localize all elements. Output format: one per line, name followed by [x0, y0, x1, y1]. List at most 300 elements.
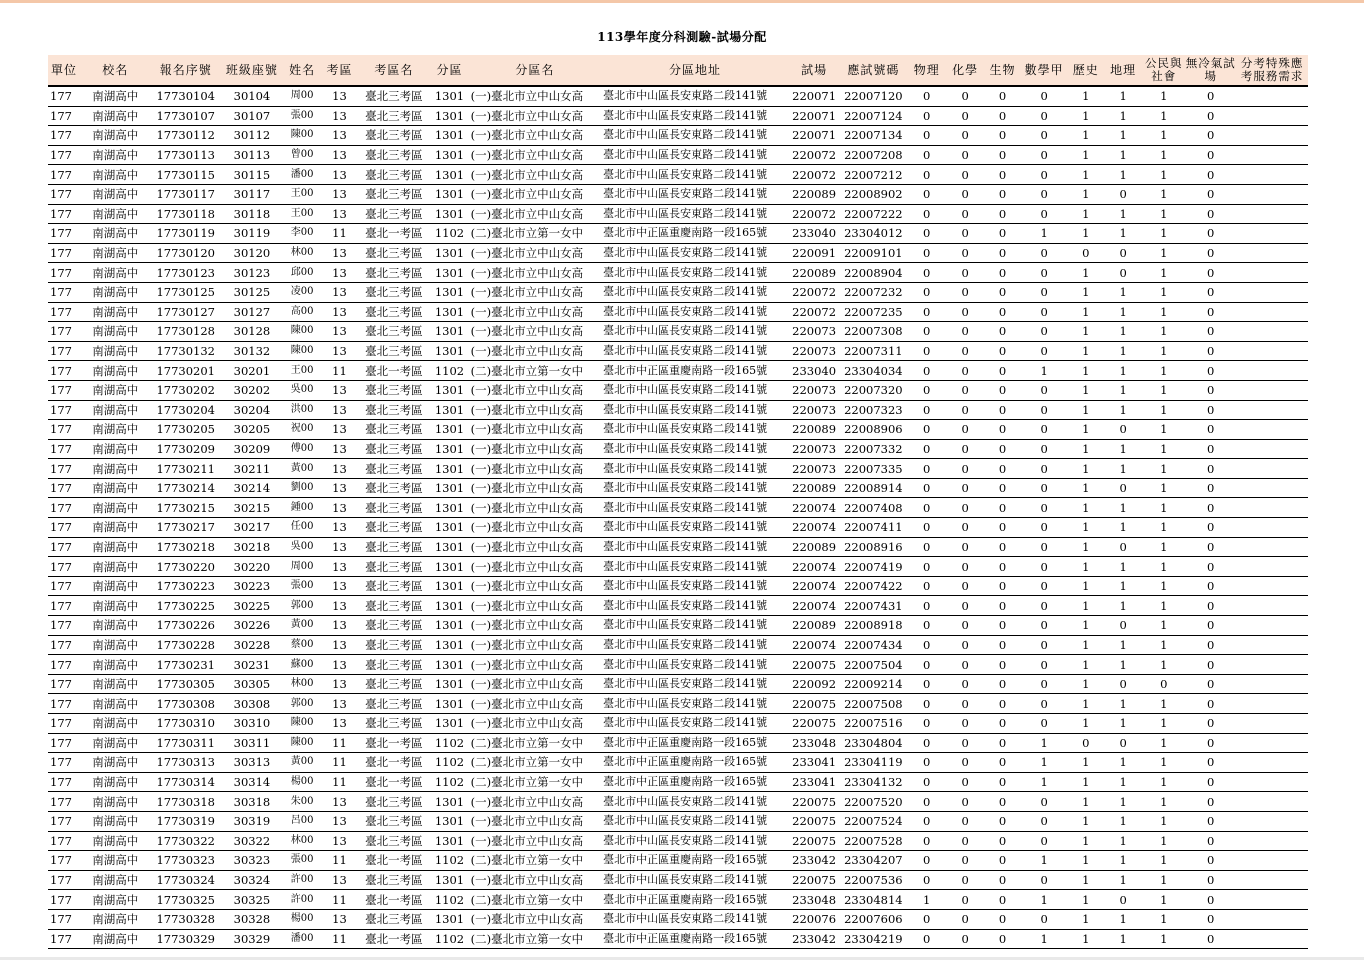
table-cell: 祝00	[283, 420, 321, 440]
table-cell: 22007422	[839, 576, 907, 596]
table-cell: 楊00	[283, 772, 321, 792]
table-cell: 1	[1142, 126, 1185, 146]
table-cell: 22007524	[839, 811, 907, 831]
table-cell: 南湖高中	[80, 831, 150, 851]
table-cell: 0	[984, 518, 1020, 538]
table-cell: 1	[1104, 459, 1142, 479]
table-cell: 1	[1021, 753, 1068, 773]
table-cell: 13	[321, 459, 357, 479]
table-cell: 楊00	[283, 909, 321, 929]
table-cell: 0	[946, 772, 984, 792]
table-cell: 1	[1068, 145, 1104, 165]
table-cell: 0	[984, 576, 1020, 596]
table-cell: 30117	[221, 184, 283, 204]
table-cell: 0	[1021, 870, 1068, 890]
table-cell: 30128	[221, 322, 283, 342]
table-cell: 0	[1021, 380, 1068, 400]
table-cell: 0	[984, 772, 1020, 792]
table-cell: (一)臺北市立中山女高	[469, 498, 601, 518]
table-cell: 17730214	[151, 478, 221, 498]
table-cell: 22007323	[839, 400, 907, 420]
table-cell: 黃00	[283, 616, 321, 636]
table-cell: (一)臺北市立中山女高	[469, 86, 601, 106]
table-cell: 0	[1021, 478, 1068, 498]
table-cell: 17730308	[151, 694, 221, 714]
table-cell: 0	[984, 302, 1020, 322]
table-cell: (一)臺北市立中山女高	[469, 145, 601, 165]
table-cell: 臺北一考區	[358, 361, 431, 381]
table-cell: 0	[946, 616, 984, 636]
table-cell: 13	[321, 635, 357, 655]
table-row	[48, 478, 1308, 498]
table-cell: 177	[48, 557, 80, 577]
table-cell: 0	[984, 126, 1020, 146]
table-cell: 0	[908, 909, 946, 929]
table-cell: 22007332	[839, 439, 907, 459]
table-cell: 17730205	[151, 420, 221, 440]
table-cell: 220074	[789, 557, 839, 577]
table-cell: 0	[984, 204, 1020, 224]
table-cell: 220075	[789, 811, 839, 831]
table-cell: 13	[321, 380, 357, 400]
table-cell: (一)臺北市立中山女高	[469, 322, 601, 342]
table-cell: 17730217	[151, 518, 221, 538]
table-cell: 17730226	[151, 616, 221, 636]
table-cell: 臺北市中山區長安東路二段141號	[601, 616, 789, 636]
table-cell: 30226	[221, 616, 283, 636]
table-cell: 臺北市中山區長安東路二段141號	[601, 792, 789, 812]
table-cell: 0	[1185, 616, 1236, 636]
table-cell: 1	[1068, 576, 1104, 596]
table-cell: 南湖高中	[80, 909, 150, 929]
table-cell: 0	[1185, 655, 1236, 675]
table-cell: 1301	[430, 459, 468, 479]
table-cell: 0	[984, 909, 1020, 929]
table-cell: 0	[1021, 616, 1068, 636]
table-cell: 1	[1142, 557, 1185, 577]
table-cell	[1236, 282, 1308, 302]
table-cell	[1236, 184, 1308, 204]
table-cell: 臺北市中山區長安東路二段141號	[601, 655, 789, 675]
table-cell: 17730328	[151, 909, 221, 929]
table-cell: (一)臺北市立中山女高	[469, 400, 601, 420]
table-cell: 0	[1185, 420, 1236, 440]
table-cell: 13	[321, 282, 357, 302]
table-cell: 0	[946, 753, 984, 773]
column-header: 單位	[48, 55, 80, 86]
table-cell: 0	[908, 518, 946, 538]
table-cell: 11	[321, 929, 357, 949]
table-cell: 1	[1104, 145, 1142, 165]
table-cell: 0	[984, 439, 1020, 459]
table-cell: 1	[1104, 929, 1142, 949]
table-cell: 1	[1104, 302, 1142, 322]
table-cell: 1301	[430, 400, 468, 420]
table-cell	[1236, 126, 1308, 146]
table-cell: 南湖高中	[80, 224, 150, 244]
table-cell: 1	[1068, 302, 1104, 322]
table-cell: 臺北一考區	[358, 929, 431, 949]
table-cell: (一)臺北市立中山女高	[469, 635, 601, 655]
table-cell: 0	[1185, 263, 1236, 283]
column-header: 應試號碼	[839, 55, 907, 86]
table-cell: 1301	[430, 635, 468, 655]
table-cell: 臺北市中山區長安東路二段141號	[601, 674, 789, 694]
table-cell: 臺北市中山區長安東路二段141號	[601, 420, 789, 440]
table-cell: 1301	[430, 380, 468, 400]
table-cell: 1	[1068, 498, 1104, 518]
table-cell: 22007520	[839, 792, 907, 812]
table-cell: 0	[946, 518, 984, 538]
page-title: 113學年度分科測驗-試場分配	[597, 30, 767, 44]
table-cell: 吳00	[283, 380, 321, 400]
table-cell: 1	[1142, 851, 1185, 871]
table-cell: 1	[1068, 811, 1104, 831]
table-cell: 177	[48, 576, 80, 596]
table-cell: 南湖高中	[80, 263, 150, 283]
table-cell: 臺北市中山區長安東路二段141號	[601, 870, 789, 890]
table-cell: 13	[321, 537, 357, 557]
table-cell: 13	[321, 322, 357, 342]
table-cell: 臺北市中山區長安東路二段141號	[601, 518, 789, 538]
table-cell: 1	[1068, 478, 1104, 498]
table-cell	[1236, 772, 1308, 792]
table-cell: 13	[321, 576, 357, 596]
table-cell	[1236, 243, 1308, 263]
table-row	[48, 400, 1308, 420]
table-cell: 177	[48, 282, 80, 302]
table-cell: 0	[1185, 733, 1236, 753]
table-cell	[1236, 655, 1308, 675]
table-cell: 0	[946, 831, 984, 851]
table-cell: 0	[1021, 204, 1068, 224]
table-cell: 22007311	[839, 341, 907, 361]
table-cell: 1	[1142, 400, 1185, 420]
table-cell: 0	[908, 498, 946, 518]
table-cell: 臺北市中山區長安東路二段141號	[601, 145, 789, 165]
table-cell: 177	[48, 341, 80, 361]
table-cell: 臺北市中山區長安東路二段141號	[601, 439, 789, 459]
table-cell: 0	[908, 380, 946, 400]
table-cell: 220071	[789, 126, 839, 146]
table-cell: 0	[908, 400, 946, 420]
table-cell: 臺北一考區	[358, 753, 431, 773]
table-cell: 0	[908, 596, 946, 616]
table-cell: 22007606	[839, 909, 907, 929]
table-cell: 0	[984, 341, 1020, 361]
table-cell: 17730310	[151, 714, 221, 734]
table-cell: 177	[48, 655, 80, 675]
table-cell: 1102	[430, 929, 468, 949]
table-cell: 0	[946, 243, 984, 263]
table-cell: 0	[1104, 890, 1142, 910]
table-cell: 220072	[789, 204, 839, 224]
table-cell: 30223	[221, 576, 283, 596]
table-cell: 高00	[283, 302, 321, 322]
table-cell: (一)臺北市立中山女高	[469, 831, 601, 851]
table-cell	[1236, 380, 1308, 400]
table-cell: 23304219	[839, 929, 907, 949]
table-cell: 0	[946, 263, 984, 283]
table-cell: 1	[1068, 772, 1104, 792]
table-cell: 南湖高中	[80, 811, 150, 831]
table-cell: 0	[908, 184, 946, 204]
table-cell: 17730125	[151, 282, 221, 302]
table-row	[48, 86, 1308, 106]
table-cell: 13	[321, 400, 357, 420]
table-cell: 22007408	[839, 498, 907, 518]
table-cell: 1	[1142, 792, 1185, 812]
table-cell: 臺北市中正區重慶南路一段165號	[601, 851, 789, 871]
table-cell: 0	[908, 243, 946, 263]
table-cell: 13	[321, 145, 357, 165]
table-cell: 0	[908, 772, 946, 792]
table-cell: 1	[1068, 557, 1104, 577]
table-cell: 13	[321, 811, 357, 831]
table-cell: 0	[908, 753, 946, 773]
table-cell: 177	[48, 380, 80, 400]
table-cell: 臺北三考區	[358, 674, 431, 694]
table-cell	[1236, 478, 1308, 498]
table-cell: 0	[984, 851, 1020, 871]
column-header: 分區地址	[601, 55, 789, 86]
table-cell: 30319	[221, 811, 283, 831]
table-cell: 0	[1185, 537, 1236, 557]
table-cell: 1301	[430, 518, 468, 538]
table-row	[48, 145, 1308, 165]
table-cell: 177	[48, 439, 80, 459]
table-cell: 0	[984, 243, 1020, 263]
table-cell: 1301	[430, 184, 468, 204]
table-cell: 0	[1021, 498, 1068, 518]
table-cell: 南湖高中	[80, 322, 150, 342]
table-cell: 0	[984, 596, 1020, 616]
table-cell: 臺北市中山區長安東路二段141號	[601, 243, 789, 263]
table-cell: 1	[1142, 811, 1185, 831]
table-cell: 0	[984, 733, 1020, 753]
table-cell: 30204	[221, 400, 283, 420]
table-cell: 1	[1068, 322, 1104, 342]
table-cell: 220074	[789, 635, 839, 655]
table-row	[48, 439, 1308, 459]
table-cell: 南湖高中	[80, 145, 150, 165]
table-cell: 臺北市中山區長安東路二段141號	[601, 557, 789, 577]
table-cell: 1	[1068, 165, 1104, 185]
table-cell	[1236, 890, 1308, 910]
table-cell: 李00	[283, 224, 321, 244]
table-cell: 臺北三考區	[358, 694, 431, 714]
table-cell: 30328	[221, 909, 283, 929]
table-cell: 17730223	[151, 576, 221, 596]
table-cell: 30214	[221, 478, 283, 498]
table-cell: 0	[908, 674, 946, 694]
table-cell: 臺北一考區	[358, 890, 431, 910]
table-cell: 1301	[430, 420, 468, 440]
table-cell: 0	[908, 204, 946, 224]
table-cell: 13	[321, 714, 357, 734]
table-cell: 1	[1068, 459, 1104, 479]
table-cell: 0	[908, 792, 946, 812]
table-cell	[1236, 263, 1308, 283]
table-cell: 南湖高中	[80, 733, 150, 753]
table-cell: 17730218	[151, 537, 221, 557]
table-cell: 1	[1068, 655, 1104, 675]
table-cell: 22007134	[839, 126, 907, 146]
table-cell: 220074	[789, 596, 839, 616]
table-cell: 1	[1068, 714, 1104, 734]
table-cell: 1	[1068, 224, 1104, 244]
table-cell	[1236, 851, 1308, 871]
table-cell: 0	[946, 361, 984, 381]
table-cell	[1236, 106, 1308, 126]
table-cell	[1236, 341, 1308, 361]
table-cell: 許00	[283, 890, 321, 910]
table-cell: 呂00	[283, 811, 321, 831]
table-cell: 177	[48, 518, 80, 538]
table-cell: 陳00	[283, 126, 321, 146]
table-cell: 220075	[789, 655, 839, 675]
table-cell: 0	[1185, 86, 1236, 106]
table-cell: 22007536	[839, 870, 907, 890]
table-row	[48, 165, 1308, 185]
table-cell	[1236, 439, 1308, 459]
table-cell: 30217	[221, 518, 283, 538]
table-cell: 1301	[430, 302, 468, 322]
table-cell: 0	[908, 86, 946, 106]
table-cell: 郭00	[283, 694, 321, 714]
table-cell: 1	[1142, 890, 1185, 910]
table-cell: 周00	[283, 86, 321, 106]
table-cell: 南湖高中	[80, 126, 150, 146]
table-cell: 0	[1185, 126, 1236, 146]
table-cell: 22007508	[839, 694, 907, 714]
table-cell: 1	[1104, 792, 1142, 812]
column-header: 姓名	[283, 55, 321, 86]
table-cell: 1301	[430, 106, 468, 126]
table-cell: (一)臺北市立中山女高	[469, 655, 601, 675]
table-cell: 0	[908, 439, 946, 459]
table-cell: 0	[1185, 811, 1236, 831]
table-cell: 許00	[283, 870, 321, 890]
table-cell: 臺北市中山區長安東路二段141號	[601, 459, 789, 479]
table-cell: 0	[1185, 106, 1236, 126]
table-cell: 1	[1104, 165, 1142, 185]
table-cell: 0	[1185, 870, 1236, 890]
table-cell: 臺北市中山區長安東路二段141號	[601, 635, 789, 655]
table-cell: 0	[1021, 831, 1068, 851]
table-cell: (一)臺北市立中山女高	[469, 243, 601, 263]
table-cell: 臺北市中山區長安東路二段141號	[601, 282, 789, 302]
table-cell: 陳00	[283, 322, 321, 342]
table-cell: 17730314	[151, 772, 221, 792]
table-cell: 0	[984, 400, 1020, 420]
table-cell: 臺北三考區	[358, 616, 431, 636]
table-cell: 0	[1021, 792, 1068, 812]
table-cell: 0	[1185, 243, 1236, 263]
table-cell: 0	[908, 870, 946, 890]
table-cell: 南湖高中	[80, 772, 150, 792]
table-cell: 林00	[283, 831, 321, 851]
table-cell: 臺北市中正區重慶南路一段165號	[601, 929, 789, 949]
table-cell: 0	[1185, 478, 1236, 498]
table-cell: 13	[321, 204, 357, 224]
table-cell: 0	[984, 655, 1020, 675]
table-cell: 臺北市中山區長安東路二段141號	[601, 498, 789, 518]
table-cell: 0	[946, 420, 984, 440]
column-header: 班級座號	[221, 55, 283, 86]
table-cell: 11	[321, 890, 357, 910]
table-cell: (一)臺北市立中山女高	[469, 420, 601, 440]
table-cell: 0	[908, 420, 946, 440]
table-cell	[1236, 302, 1308, 322]
table-cell: 1	[1104, 224, 1142, 244]
table-cell: 0	[946, 165, 984, 185]
table-cell: (二)臺北市立第一女中	[469, 890, 601, 910]
table-cell: 南湖高中	[80, 753, 150, 773]
table-cell: 0	[1021, 557, 1068, 577]
table-cell: 1	[1142, 772, 1185, 792]
table-cell: 0	[1021, 439, 1068, 459]
table-cell: 0	[1185, 557, 1236, 577]
table-cell	[1236, 518, 1308, 538]
table-cell: 30211	[221, 459, 283, 479]
table-cell: (一)臺北市立中山女高	[469, 439, 601, 459]
column-header: 公民與社會	[1142, 55, 1185, 86]
table-cell: 233041	[789, 772, 839, 792]
table-cell: (二)臺北市立第一女中	[469, 733, 601, 753]
table-cell: 0	[946, 459, 984, 479]
table-row	[48, 811, 1308, 831]
table-cell: 1	[1104, 870, 1142, 890]
table-cell: 0	[984, 792, 1020, 812]
table-cell: 南湖高中	[80, 929, 150, 949]
table-cell: 臺北一考區	[358, 224, 431, 244]
table-cell	[1236, 616, 1308, 636]
table-cell: (一)臺北市立中山女高	[469, 694, 601, 714]
table-cell: 22008914	[839, 478, 907, 498]
table-cell: 黃00	[283, 459, 321, 479]
table-cell: 22007235	[839, 302, 907, 322]
table-cell: 0	[946, 870, 984, 890]
table-cell: 臺北三考區	[358, 518, 431, 538]
table-cell: 0	[1104, 537, 1142, 557]
table-cell: (一)臺北市立中山女高	[469, 596, 601, 616]
table-cell: 0	[1104, 478, 1142, 498]
table-cell: 13	[321, 674, 357, 694]
table-cell: 17730311	[151, 733, 221, 753]
table-row	[48, 733, 1308, 753]
table-cell: 1102	[430, 753, 468, 773]
table-cell: 1301	[430, 282, 468, 302]
table-cell: 1301	[430, 811, 468, 831]
table-cell: 22007528	[839, 831, 907, 851]
table-cell: 1	[1068, 126, 1104, 146]
table-cell: 0	[946, 851, 984, 871]
table-cell: 220072	[789, 282, 839, 302]
table-cell: 0	[984, 86, 1020, 106]
table-cell: (一)臺北市立中山女高	[469, 380, 601, 400]
table-cell: 邱00	[283, 263, 321, 283]
table-cell: 南湖高中	[80, 86, 150, 106]
table-cell: 南湖高中	[80, 459, 150, 479]
table-cell: 0	[908, 616, 946, 636]
table-cell: 南湖高中	[80, 302, 150, 322]
table-row	[48, 694, 1308, 714]
table-cell: 177	[48, 204, 80, 224]
table-cell: 0	[1021, 635, 1068, 655]
table-cell: 30314	[221, 772, 283, 792]
table-cell: 220092	[789, 674, 839, 694]
